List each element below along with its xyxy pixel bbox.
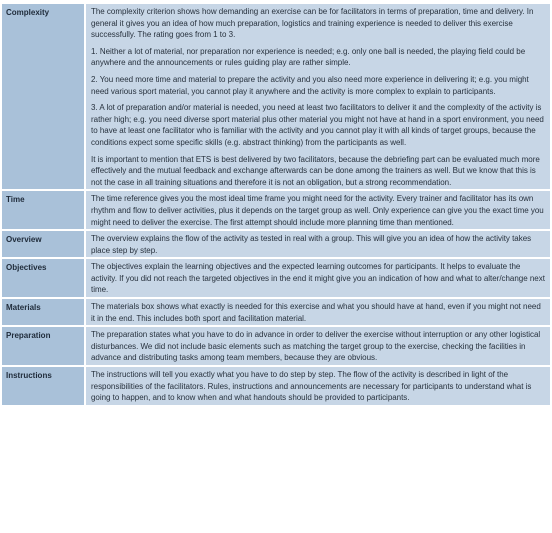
complexity-level-3: 3. A lot of preparation and/or material is needed, you need at least two facilitators to deliver it and the complexity of the activity is rather high; e.g. you need diverse sport material plus other material you might not have at hand in a sport environment, you need to have at least one facilitator who is familiar with the activity and you cannot play it with all kinds of target groups, because the conditions expect some specific skills (e.g. abstract thinking) from the participants as well. [91, 103, 544, 147]
row-complexity [2, 4, 550, 189]
row-objectives [2, 259, 550, 297]
preparation-text: The preparation states what you have to do in advance in order to deliver the exercise without interruption or any other logistical disturbances. We did not include basic elements such as matching the target group to the exercise, checking the facilities in advance and distributing tasks among team members, because they are obvious. [91, 330, 541, 363]
desc-time [86, 191, 550, 229]
desc-overview [86, 231, 550, 257]
label-objectives: Objectives [2, 259, 86, 297]
row-materials [2, 299, 550, 325]
label-instructions: Instructions [2, 367, 86, 405]
criteria-table [2, 2, 550, 407]
desc-materials [86, 299, 550, 325]
materials-text: The materials box shows what exactly is needed for this exercise and what you should have at hand, even if you might not need it in the end. This includes both sport and facilitation material. [91, 302, 541, 323]
time-text: The time reference gives you the most ideal time frame you might need for the activity. Every trainer and facilitator has its own rhythm and flow to deliver activities, plus it depends on the target group as well. Only experience can give you the exact time you might need to deliver the exercise. The first attempt should include more planning time than mentioned. [91, 194, 544, 227]
instructions-text: The instructions will tell you exactly what you have to do step by step. The flow of the activity is described in light of the responsibilities of the facilitators. Rules, instructions and announcements are necessary for participants to understand what is going to happen, and to know when and what handouts should be provided to participants. [91, 370, 532, 403]
overview-text: The overview explains the flow of the activity as tested in real with a group. This will give you an idea of how the activity takes place step by step. [91, 234, 532, 255]
row-instructions [2, 367, 550, 405]
label-complexity: Complexity [2, 4, 86, 189]
label-preparation: Preparation [2, 327, 86, 365]
complexity-level-2: 2. You need more time and material to prepare the activity and you also need more experience in delivering it; e.g. you might need various sport material, you cannot play it anywhere and the activity is more complex to explain to participants. [91, 74, 529, 96]
row-overview [2, 231, 550, 257]
row-time [2, 191, 550, 229]
complexity-intro: The complexity criterion shows how demanding an exercise can be for facilitators in terms of preparation, time and delivery. In general it gives you an idea of how much preparation, logistics and training experience is needed to deliver this exercise successfully. The rating goes from 1 to 3. [91, 7, 534, 40]
objectives-text: The objectives explain the learning objectives and the expected learning outcomes for participants. It helps to evaluate the activity. If you did not reach the targeted objectives in the end it might give you an indication of how and what to alter/change next time. [91, 262, 545, 295]
desc-instructions [86, 367, 550, 405]
row-preparation [2, 327, 550, 365]
desc-complexity [86, 4, 550, 189]
label-overview: Overview [2, 231, 86, 257]
label-time: Time [2, 191, 86, 229]
desc-objectives [86, 259, 550, 297]
label-materials: Materials [2, 299, 86, 325]
complexity-level-1: 1. Neither a lot of material, nor preparation nor experience is needed; e.g. only one ball is needed, the playing field could be anywhere and the announcements or rules guiding play are rather simple. [91, 46, 526, 68]
desc-preparation [86, 327, 550, 365]
complexity-note: It is important to mention that ETS is best delivered by two facilitators, because the debriefing part can be evaluated much more effectively and the mutual feedback and exchange afterwards can be done among the trainers as well. But we know that this is not the case in all training situations and therefore it is not an obligation, but a strong recommendation. [91, 154, 540, 187]
